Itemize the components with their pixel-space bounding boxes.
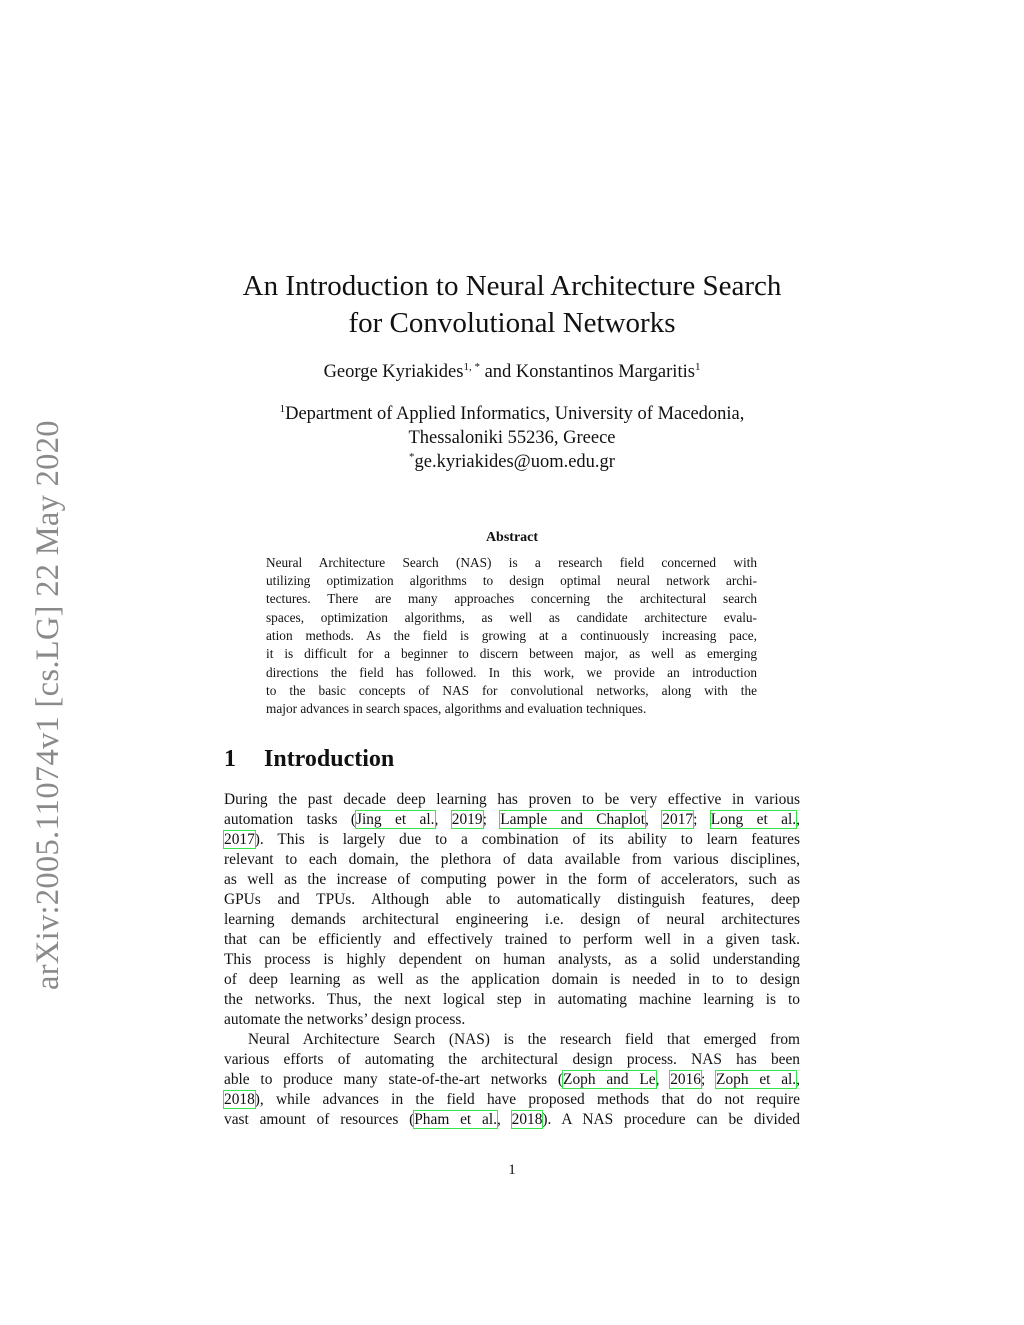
section-title: Introduction (264, 746, 395, 772)
section-heading (224, 746, 394, 773)
body-line: as well as the increase of computing power in the form of accelerators, such as (224, 871, 800, 888)
body-line: various efforts of automating the architectural design process. NAS has been (224, 1051, 800, 1068)
body-line: 2018), while advances in the field have proposed methods that do not require (224, 1091, 800, 1108)
body-line: automate the networks’ design process. (224, 1011, 466, 1028)
citation-link[interactable]: 2017 (662, 811, 694, 828)
section-number: 1 (224, 746, 236, 772)
paper-title (0, 268, 1024, 342)
citation-link[interactable]: Long et al. (710, 811, 797, 828)
author-name: George Kyriakides (323, 362, 464, 382)
citation-link[interactable]: 2018 (224, 1091, 255, 1108)
abstract-line: major advances in search spaces, algorithms and evaluation techniques. (266, 701, 647, 716)
citation-link[interactable]: Zoph et al. (716, 1071, 797, 1088)
citation-link[interactable]: 2016 (670, 1071, 701, 1088)
abstract-line: Neural Architecture Search (NAS) is a research field concerned with (266, 555, 757, 570)
citation-link[interactable]: Lample and Chaplot (500, 811, 646, 828)
citation-link[interactable]: 2019 (451, 811, 483, 828)
body-line: During the past decade deep learning has proven to be very effective in various (224, 791, 800, 808)
affiliation-line: Department of Applied Informatics, University of Macedonia, (285, 404, 745, 424)
author-sup: 1 (694, 361, 701, 373)
body-line: GPUs and TPUs. Although able to automatically distinguish features, deep (224, 891, 800, 908)
email-link[interactable]: ge.kyriakides@uom.edu.gr (414, 452, 615, 472)
author-sup: 1, * (463, 361, 480, 373)
citation-link[interactable]: 2017 (224, 831, 255, 848)
abstract-line: tectures. There are many approaches concerning the architectural search (266, 591, 757, 606)
body-line: automation tasks (Jing et al., 2019; Lample and Chaplot, 2017; Long et al., (224, 811, 800, 828)
citation-link[interactable]: Jing et al. (355, 811, 435, 828)
author-list (0, 362, 1024, 383)
body-line: 2017). This is largely due to a combination of its ability to learn features (224, 831, 800, 848)
abstract-line: directions the field has followed. In this work, we provide an introduction (266, 665, 757, 680)
body-line: vast amount of resources (Pham et al., 2018). A NAS procedure can be divided (224, 1111, 800, 1128)
affiliation-sup: 1 (279, 403, 286, 415)
arxiv-stamp: arXiv:2005.11074v1 [cs.LG] 22 May 2020 (30, 420, 66, 990)
title-line: for Convolutional Networks (348, 307, 676, 339)
body-line: Neural Architecture Search (NAS) is the research field that emerged from (248, 1031, 800, 1048)
body-line: the networks. Thus, the next logical step in automating machine learning is to (224, 991, 800, 1008)
body-line: able to produce many state-of-the-art networks (Zoph and Le, 2016; Zoph et al., (224, 1071, 801, 1088)
author-name: and Konstantinos Margaritis (479, 362, 695, 382)
body-line: of deep learning as well as the application domain is needed in to to design (224, 971, 800, 988)
abstract-heading: Abstract (485, 530, 539, 545)
page-number: 1 (508, 1162, 516, 1178)
abstract-line: it is difficult for a beginner to discern between major, as well as emerging (266, 646, 757, 661)
body-line: relevant to each domain, the plethora of data available from various disciplines, (224, 851, 800, 868)
abstract-line: utilizing optimization algorithms to design optimal neural network archi- (266, 573, 757, 588)
body-line: learning demands architectural engineering i.e. design of neural architectures (224, 911, 800, 928)
citation-link[interactable]: Pham et al. (414, 1111, 497, 1128)
email-sup: * (409, 451, 415, 463)
abstract-line: ation methods. As the field is growing at a continuously increasing pace, (266, 628, 757, 643)
abstract-line: spaces, optimization algorithms, as well as candidate architecture evalu- (266, 610, 757, 625)
affiliation (0, 402, 1024, 474)
body-line: This process is highly dependent on human analysts, as a solid understanding (224, 951, 800, 968)
abstract-line: to the basic concepts of NAS for convolutional networks, along with the (266, 683, 757, 698)
affiliation-line: Thessaloniki 55236, Greece (408, 428, 616, 448)
citation-link[interactable]: Zoph and Le (563, 1071, 656, 1088)
body-line: that can be efficiently and effectively trained to perform well in a given task. (224, 931, 800, 948)
title-line: An Introduction to Neural Architecture Search (242, 270, 782, 302)
citation-link[interactable]: 2018 (511, 1111, 543, 1128)
